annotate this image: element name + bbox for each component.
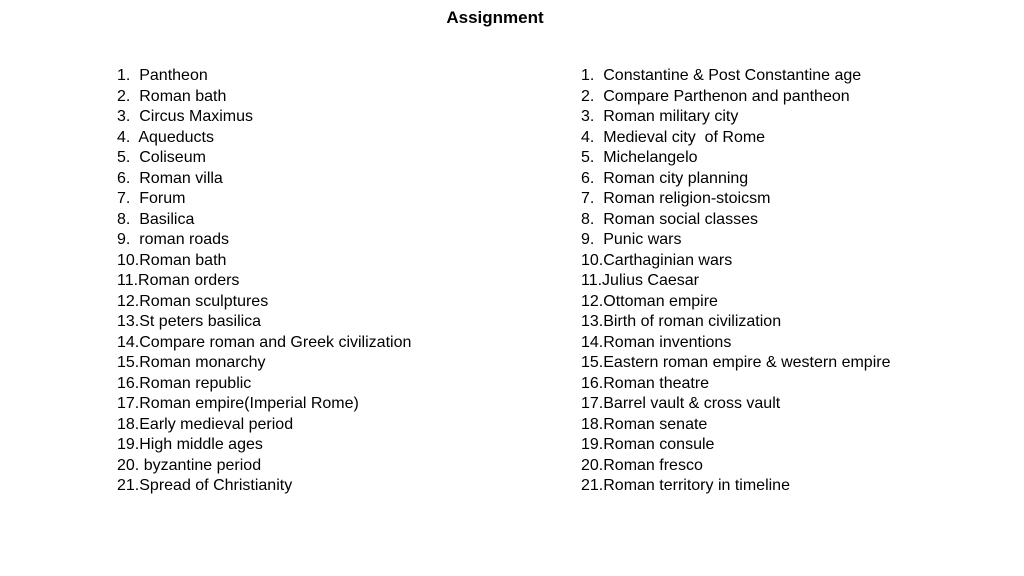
list-item: 20. byzantine period [117,456,262,474]
list-item: 9. roman roads [117,231,230,248]
list-item: 11.Roman orders [117,272,240,289]
list-item: 16.Roman republic [117,374,252,392]
list-item: 19.Roman consule [581,436,715,453]
list-item: 4. Aqueducts [117,128,214,146]
list-item: 2. Compare Parthenon and pantheon [581,87,850,105]
list-item: 6. Roman villa [117,169,223,187]
list-item: 5. Coliseum [117,149,206,166]
list-item: 14.Roman inventions [581,333,732,351]
list-item: 6. Roman city planning [581,169,749,187]
list-item: 5. Michelangelo [581,149,698,166]
list-item: 20.Roman fresco [581,456,703,474]
list-item: 7. Forum [117,190,186,207]
list-item: 16.Roman theatre [581,374,710,392]
list-item: 18.Early medieval period [117,415,294,433]
list-item: 4. Medieval city of Rome [581,128,766,146]
list-item: 14.Compare roman and Greek civilization [117,333,412,351]
list-item: 1. Pantheon [117,67,208,84]
list-item: 21.Roman territory in timeline [581,477,790,494]
list-item: 10.Carthaginian wars [581,251,733,269]
list-item: 12.Ottoman empire [581,292,718,310]
list-item: 15.Roman monarchy [117,354,266,371]
list-item: 11.Julius Caesar [581,272,699,289]
list-item: 17.Barrel vault & cross vault [581,395,781,412]
left-assignment-list [117,66,557,497]
right-assignment-list [581,66,1021,497]
list-item: 2. Roman bath [117,87,227,105]
list-item: 13.Birth of roman civilization [581,313,782,330]
list-item: 19.High middle ages [117,436,263,453]
list-item: 13.St peters basilica [117,313,262,330]
list-item: 9. Punic wars [581,231,682,248]
list-item: 7. Roman religion-stoicsm [581,190,771,207]
list-item: 3. Circus Maximus [117,108,254,125]
list-item: 15.Eastern roman empire & western empire [581,354,891,371]
list-item: 21.Spread of Christianity [117,477,293,494]
page-title: Assignment [446,8,544,27]
list-item: 8. Basilica [117,210,195,228]
list-item: 3. Roman military city [581,108,739,125]
list-item: 1. Constantine & Post Constantine age [581,67,862,84]
list-item: 17.Roman empire(Imperial Rome) [117,395,359,412]
list-item: 18.Roman senate [581,415,708,433]
list-item: 8. Roman social classes [581,210,758,228]
list-item: 10.Roman bath [117,251,227,269]
list-item: 12.Roman sculptures [117,292,269,310]
